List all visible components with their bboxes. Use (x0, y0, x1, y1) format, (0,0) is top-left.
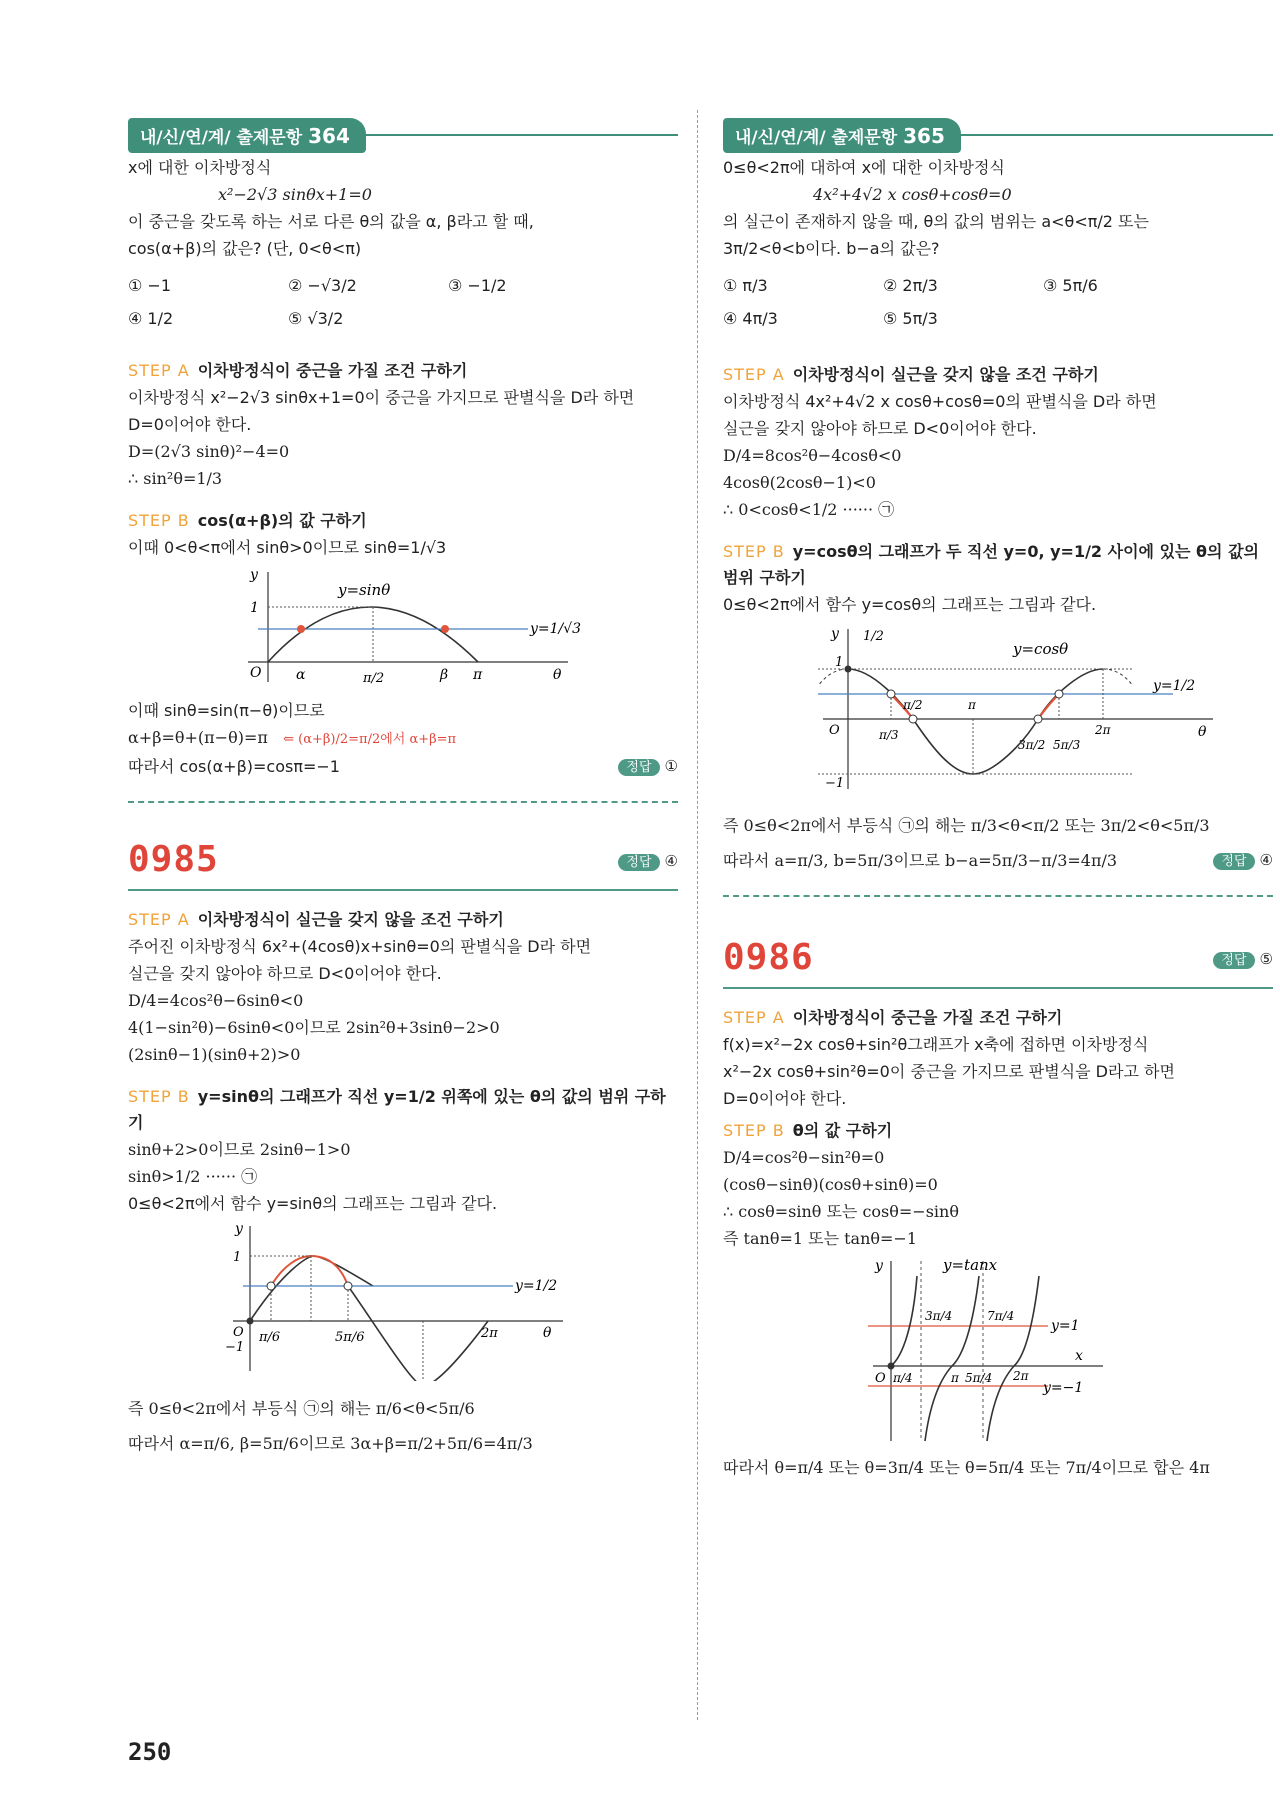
step-a-heading: STEP A 이차방정식이 실근을 갖지 않을 조건 구하기 (723, 365, 1099, 384)
curve-extension (1103, 669, 1133, 686)
step-a-heading: STEP A 이차방정식이 중근을 가질 조건 구하기 (723, 1008, 1063, 1027)
solution-line: 4cosθ(2cosθ−1)<0 (723, 473, 876, 492)
x-label: x (1075, 1348, 1083, 1364)
tick-label: 7π/4 (987, 1309, 1015, 1323)
step-b-heading: STEP B cos(α+β)의 값 구하기 (128, 511, 367, 530)
line-label: y=1/2 (515, 1278, 558, 1294)
open-point (267, 1282, 275, 1290)
step-b-heading: STEP B y=sinθ의 그래프가 직선 y=1/2 위쪽에 있는 θ의 값의 범위 구하기 (128, 1087, 666, 1132)
problem-line: x에 대한 이차방정식 (128, 158, 272, 177)
choice-1: ① π/3 (723, 276, 768, 295)
choice-4: ④ 1/2 (128, 309, 174, 328)
right-column (723, 118, 1273, 1481)
solution-line: 0≤θ<2π에서 함수 y=sinθ의 그래프는 그림과 같다. (128, 1194, 498, 1213)
solution-line: (cosθ−sinθ)(cosθ+sinθ)=0 (723, 1175, 938, 1194)
step-a-heading: STEP A 이차방정식이 실근을 갖지 않을 조건 구하기 (128, 910, 504, 929)
highlighted-arc (271, 1256, 348, 1286)
tick-label: 1 (250, 600, 259, 616)
choice-2: ② 2π/3 (883, 276, 938, 295)
solution-line: 이때 sinθ=sin(π−θ)이므로 (128, 701, 325, 720)
solution-line: f(x)=x²−2x cosθ+sin²θ그래프가 x축에 접하면 이차방정식 (723, 1035, 1149, 1054)
tick-label: 1 (835, 655, 844, 670)
line-label: y=−1 (1043, 1380, 1084, 1396)
solution-line: 실근을 갖지 않아야 하므로 D<0이어야 한다. (128, 964, 442, 983)
y-label: y (875, 1258, 883, 1274)
tick-label: 2π (1095, 723, 1111, 737)
solution-line: D=0이어야 한다. (723, 1089, 847, 1108)
cosine-curve (848, 669, 1103, 774)
choice-5: ⑤ √3/2 (288, 309, 344, 328)
open-point (1034, 715, 1042, 723)
problem-text (723, 154, 1273, 262)
tick-label: π/6 (259, 1330, 281, 1345)
open-point (344, 1282, 352, 1290)
choices (723, 276, 1273, 328)
solution-line: 즉 0≤θ<2π에서 부등식 ㉠의 해는 π/6<θ<5π/6 (128, 1399, 475, 1418)
question-header-0986 (723, 937, 1273, 989)
line-label: y=1/√3 (530, 621, 582, 637)
x-label: θ (553, 667, 562, 683)
end-lines (723, 812, 1273, 839)
origin-label: O (829, 723, 840, 738)
question-number: 0986 (723, 937, 814, 978)
after-graph (128, 697, 678, 753)
step-a-body (128, 384, 678, 492)
choice-5: ⑤ 5π/3 (883, 309, 938, 328)
conclusion: 따라서 θ=π/4 또는 θ=3π/4 또는 θ=5π/4 또는 7π/4이므로 합은 4π (723, 1458, 1210, 1477)
solution-line: ∴ sin²θ=1/3 (128, 469, 223, 488)
section-separator (128, 801, 678, 803)
solution-line: 실근을 갖지 않아야 하므로 D<0이어야 한다. (723, 419, 1037, 438)
equation: 4x²+4√2 x cosθ+cosθ=0 (813, 185, 1012, 204)
choice-1: ① −1 (128, 276, 172, 295)
tick-label: 5π/6 (335, 1330, 365, 1345)
tick-label: π (473, 667, 483, 683)
problem-badge: 내/신/연/계/ 출제문항 365 (723, 118, 961, 153)
tick-label: α (296, 667, 306, 683)
x-label: θ (543, 1325, 552, 1341)
open-point (1055, 690, 1063, 698)
solution-line: sinθ>1/2 ······ ㉠ (128, 1167, 258, 1186)
tick-label: β (440, 667, 449, 683)
curve-label: y=cosθ (1013, 640, 1069, 658)
origin-label: O (250, 665, 262, 681)
section-separator (723, 895, 1273, 897)
problem-text (128, 154, 678, 262)
conclusion: 따라서 a=π/3, b=5π/3이므로 b−a=5π/3−π/3=4π/3 (723, 851, 1118, 870)
intersection-point (297, 625, 305, 633)
answer-badge: 정답 ⑤ (1213, 949, 1273, 968)
choice-2: ② −√3/2 (288, 276, 357, 295)
equation: x²−2√3 sinθx+1=0 (218, 185, 372, 204)
tangent-graph (863, 1256, 1163, 1446)
solution-line: 이때 0<θ<π에서 sinθ>0이므로 sinθ=1/√3 (128, 538, 447, 557)
choices (128, 276, 678, 328)
left-column (128, 118, 678, 1457)
tick-label: π/4 (893, 1371, 913, 1385)
column-divider (697, 110, 698, 1720)
curve-label: y=tanx (943, 1256, 998, 1274)
solution-line: D/4=8cos²θ−4cosθ<0 (723, 446, 902, 465)
tangent-branch (891, 1276, 917, 1366)
tick-label: π/3 (879, 728, 899, 742)
tick-label: 2π (1013, 1369, 1029, 1383)
solution-line: 4(1−sin²θ)−6sinθ<0이므로 2sin²θ+3sinθ−2>0 (128, 1018, 500, 1037)
solution-line: sinθ+2>0이므로 2sinθ−1>0 (128, 1140, 351, 1159)
step-a-body (723, 1031, 1273, 1112)
choice-3: ③ −1/2 (448, 276, 507, 295)
step-b-heading: STEP B y=cosθ의 그래프가 두 직선 y=0, y=1/2 사이에 있는 θ의 값의 범위 구하기 (723, 542, 1259, 587)
solution-line: ∴ cosθ=sinθ 또는 cosθ=−sinθ (723, 1202, 959, 1221)
solution-line: (2sinθ−1)(sinθ+2)>0 (128, 1045, 301, 1064)
tick-label: 2π (481, 1326, 498, 1341)
tick-label: π (968, 698, 976, 712)
problem-header-364 (128, 118, 678, 154)
origin-point (247, 1318, 254, 1325)
conclusion-row (128, 753, 678, 781)
problem-line: 3π/2<θ<b이다. b−a의 값은? (723, 239, 940, 258)
solution-line: 따라서 α=π/6, β=5π/6이므로 3α+β=π/2+5π/6=4π/3 (128, 1434, 533, 1453)
sine-curve (348, 1286, 488, 1381)
solution-line: D=0이어야 한다. (128, 415, 252, 434)
highlighted-arc (1038, 694, 1059, 719)
line-label: y=1/2 (1153, 678, 1196, 694)
problem-line: 이 중근을 갖도록 하는 서로 다른 θ의 값을 α, β라고 할 때, (128, 212, 534, 231)
curve-label: y=sinθ (338, 581, 391, 599)
problem-line: 의 실근이 존재하지 않을 때, θ의 값의 범위는 a<θ<π/2 또는 (723, 212, 1149, 231)
solution-line: x²−2x cosθ+sin²θ=0이 중근을 가지므로 판별식을 D라고 하면 (723, 1062, 1175, 1081)
problem-header-365 (723, 118, 1273, 154)
tick-label: 5π/3 (1053, 738, 1081, 752)
line-label: y=1 (1051, 1318, 1080, 1334)
x-label: θ (1198, 724, 1207, 740)
curve-extension (818, 669, 848, 686)
problem-badge: 내/신/연/계/ 출제문항 364 (128, 118, 366, 153)
step-b-body (128, 1136, 678, 1217)
origin-label: O (875, 1371, 886, 1386)
tick-label: π/2 (363, 671, 385, 686)
solution-line: 이차방정식 4x²+4√2 x cosθ+cosθ=0의 판별식을 D라 하면 (723, 392, 1157, 411)
question-header-0985 (128, 839, 678, 891)
solution-line: 즉 0≤θ<2π에서 부등식 ㉠의 해는 π/3<θ<π/2 또는 3π/2<θ<5π/3 (723, 816, 1210, 835)
answer-badge: 정답 ④ (1213, 847, 1273, 875)
start-point (845, 666, 852, 673)
tick-label: −1 (825, 776, 845, 791)
problem-line: 0≤θ<2π에 대하여 x에 대한 이차방정식 (723, 158, 1005, 177)
page-number: 250 (128, 1738, 172, 1766)
solution-line: D/4=4cos²θ−6sinθ<0 (128, 991, 304, 1010)
tick-label: 1 (233, 1250, 242, 1265)
origin-label: O (233, 1325, 244, 1340)
conclusion: 따라서 cos(α+β)=cosπ=−1 (128, 757, 340, 776)
solution-line: ∴ 0<cosθ<1/2 ······ ㉠ (723, 500, 895, 519)
q2-conclusion (128, 1395, 678, 1457)
side-note: ⇐ (α+β)/2=π/2에서 α+β=π (283, 732, 457, 747)
solution-line: D=(2√3 sinθ)²−4=0 (128, 442, 290, 461)
origin-point (888, 1363, 895, 1370)
y-label: y (250, 567, 258, 583)
solution-line: 이차방정식 x²−2√3 sinθx+1=0이 중근을 가지므로 판별식을 D라 하면 (128, 388, 635, 407)
tangent-branch (987, 1276, 1039, 1441)
tick-label: π/2 (903, 698, 923, 712)
solution-line: 0≤θ<2π에서 함수 y=cosθ의 그래프는 그림과 같다. (723, 595, 1097, 614)
intersection-point (441, 625, 449, 633)
problem-line: cos(α+β)의 값은? (단, 0<θ<π) (128, 239, 362, 258)
answer-badge: 정답 ④ (618, 851, 678, 870)
step-a-body (723, 388, 1273, 523)
answer-badge: 정답 ① (618, 753, 678, 781)
sine-graph-1 (228, 567, 588, 687)
tick-label: 1/2 (863, 629, 884, 644)
tick-label: π (951, 1371, 959, 1385)
sine-graph-2 (223, 1221, 583, 1381)
open-point (909, 715, 917, 723)
y-label: y (831, 626, 839, 642)
solution-line: D/4=cos²θ−sin²θ=0 (723, 1148, 885, 1167)
question-number: 0985 (128, 839, 219, 880)
solution-line: 즉 tanθ=1 또는 tanθ=−1 (723, 1229, 918, 1248)
step-a-heading: STEP A 이차방정식이 중근을 가질 조건 구하기 (128, 361, 468, 380)
solution-line: α+β=θ+(π−θ)=π ⇐ (α+β)/2=π/2에서 α+β=π (128, 728, 457, 747)
choice-4: ④ 4π/3 (723, 309, 778, 328)
y-label: y (235, 1221, 243, 1237)
tick-label: 5π/4 (965, 1371, 993, 1385)
choice-3: ③ 5π/6 (1043, 276, 1098, 295)
tick-label: −1 (225, 1340, 245, 1355)
conclusion-row (723, 847, 1273, 875)
tick-label: 3π/2 (1018, 738, 1046, 752)
step-a-body (128, 933, 678, 1068)
step-b-body (723, 1144, 1273, 1252)
tangent-branch (925, 1276, 979, 1441)
tick-label: 3π/4 (925, 1309, 953, 1323)
cosine-graph (813, 624, 1233, 794)
solution-line: 주어진 이차방정식 6x²+(4cosθ)x+sinθ=0의 판별식을 D라 하면 (128, 937, 592, 956)
open-point (887, 690, 895, 698)
step-b-heading: STEP B θ의 값 구하기 (723, 1121, 893, 1140)
